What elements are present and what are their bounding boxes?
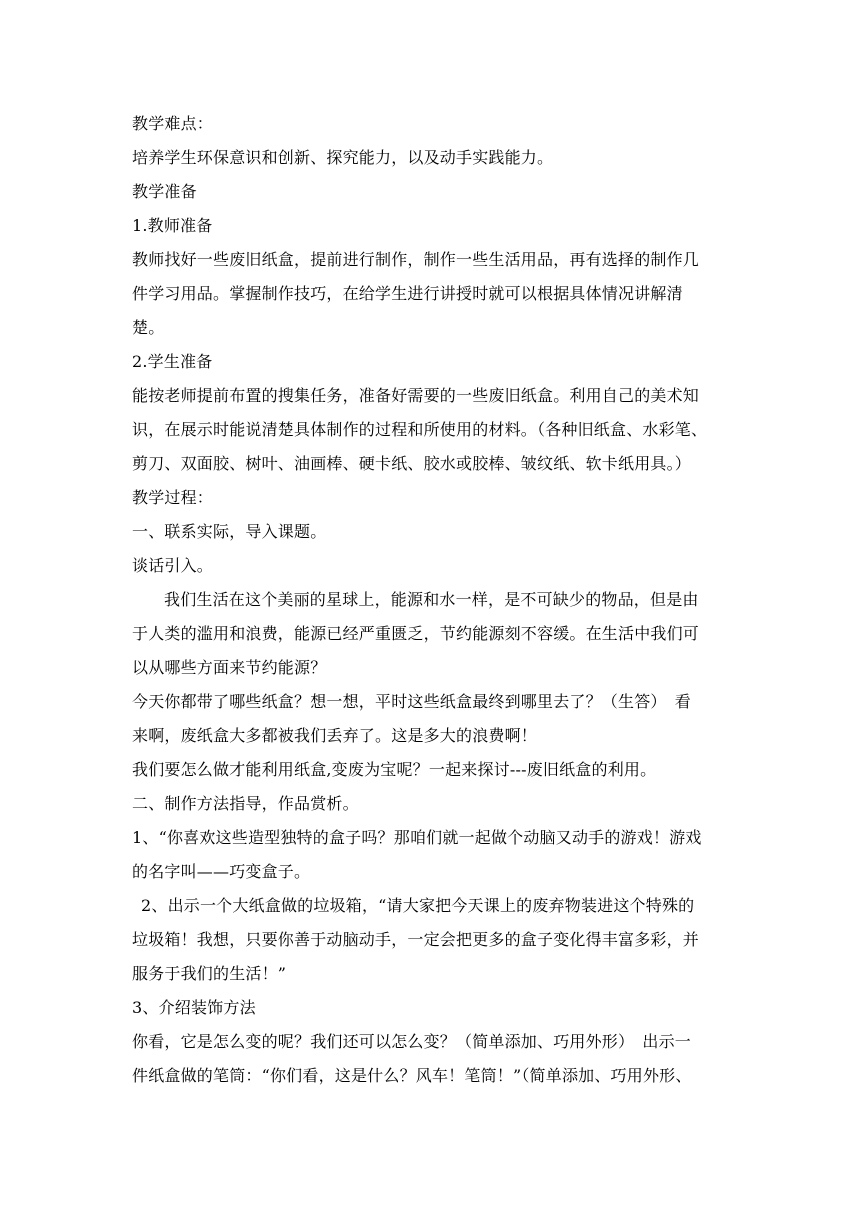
paragraph-line: 服务于我们的生活！” — [132, 964, 287, 983]
paragraph-line: 谈话引入。 — [132, 556, 214, 575]
paragraph-line: 教师找好一些废旧纸盒，提前进行制作，制作一些生活用品，再有选择的制作几 — [132, 250, 700, 269]
paragraph-line: 能按老师提前布置的搜集任务，准备好需要的一些废旧纸盒。利用自己的美术知 — [132, 386, 700, 405]
subheading-student-preparation: 2.学生准备 — [132, 352, 213, 371]
paragraph-line: 我们要怎么做才能利用纸盒,变废为宝呢？一起来探讨---废旧纸盒的利用。 — [132, 760, 657, 779]
paragraph-line: 垃圾箱！我想，只要你善于动脑动手，一定会把更多的盒子变化得丰富多彩，并 — [132, 930, 700, 949]
paragraph-line: 以从哪些方面来节约能源？ — [132, 658, 327, 677]
paragraph-line: 培养学生环保意识和创新、探究能力，以及动手实践能力。 — [132, 148, 554, 167]
section-heading-2: 二、制作方法指导，作品赏析。 — [132, 794, 359, 813]
paragraph-line: 件纸盒做的笔筒：“你们看，这是什么？风车！笔筒！”（简单添加、巧用外形、 — [132, 1066, 692, 1085]
paragraph-line: 于人类的滥用和浪费，能源已经严重匮乏，节约能源刻不容缓。在生活中我们可 — [132, 624, 700, 643]
paragraph-line: 1、“你喜欢这些造型独特的盒子吗？那咱们就一起做个动脑又动手的游戏！游戏 — [132, 828, 702, 847]
heading-teaching-process: 教学过程： — [132, 488, 214, 507]
paragraph-line: 我们生活在这个美丽的星球上，能源和水一样，是不可缺少的物品，但是由 — [164, 590, 699, 609]
heading-teaching-difficulty: 教学难点： — [132, 114, 214, 133]
paragraph-line: 剪刀、双面胶、树叶、油画棒、硬卡纸、胶水或胶棒、皱纹纸、软卡纸用具。） — [132, 454, 692, 473]
paragraph-line: 今天你都带了哪些纸盒？想一想，平时这些纸盒最终到哪里去了？（生答） 看 — [132, 692, 692, 711]
subheading-decoration-method: 3、介绍装饰方法 — [132, 998, 256, 1017]
paragraph-line: 的名字叫——巧变盒子。 — [132, 862, 311, 881]
paragraph-line: 件学习用品。掌握制作技巧，在给学生进行讲授时就可以根据具体情况讲解清 — [132, 284, 683, 303]
paragraph-line: 楚。 — [132, 318, 165, 337]
subheading-teacher-preparation: 1.教师准备 — [132, 216, 213, 235]
paragraph-line: 识，在展示时能说清楚具体制作的过程和所使用的材料。（各种旧纸盒、水彩笔、 — [132, 420, 708, 439]
document-page — [132, 107, 738, 1093]
paragraph-line: 2、出示一个大纸盒做的垃圾箱，“请大家把今天课上的废弃物装进这个特殊的 — [141, 896, 695, 915]
paragraph-line: 来啊，废纸盒大多都被我们丢弃了。这是多大的浪费啊！ — [132, 726, 538, 745]
section-heading-1: 一、联系实际，导入课题。 — [132, 522, 327, 541]
heading-teaching-preparation: 教学准备 — [132, 182, 197, 201]
paragraph-line: 你看，它是怎么变的呢？我们还可以怎么变？（简单添加、巧用外形） 出示一 — [132, 1032, 692, 1051]
